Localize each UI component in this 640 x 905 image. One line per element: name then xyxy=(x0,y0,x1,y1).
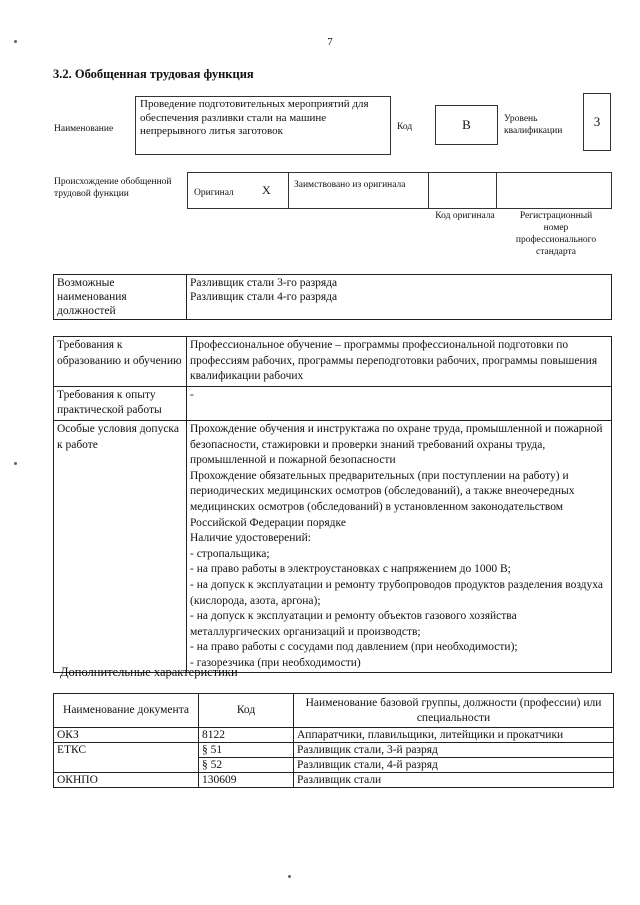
name-cell: Разливщик стали, 3-й разряд xyxy=(294,743,614,758)
origin-box xyxy=(187,172,612,209)
positions-values xyxy=(187,275,612,320)
condition-line: - на допуск к эксплуатации и ремонту трубопроводов продуктов разделения воздуха (кислорода, азота, аргона); xyxy=(190,578,603,607)
name-cell: Аппаратчики, плавильщики, литейщики и прокатчики xyxy=(294,728,614,743)
section-title: 3.2. Обобщенная трудовая функция xyxy=(53,67,254,81)
table-row xyxy=(54,420,612,673)
table-row xyxy=(54,743,614,758)
level-label: Уровень квалификации xyxy=(504,114,563,136)
condition-line: - на допуск к эксплуатации и ремонту объектов газового хозяйства металлургических организаций и производств; xyxy=(190,610,517,638)
position-item: Разливщик стали 3-го разряда xyxy=(190,277,338,289)
positions-table xyxy=(53,274,612,320)
origin-label: Происхождение обобщенной трудовой функции xyxy=(54,177,172,199)
condition-line: - на право работы с сосудами под давлением (при необходимости); xyxy=(190,641,518,654)
scan-mark xyxy=(14,462,17,465)
code-box xyxy=(435,105,498,145)
code-cell: § 51 xyxy=(199,743,294,758)
function-name-box xyxy=(135,96,391,155)
doc-cell: ЕТКС xyxy=(54,743,199,773)
code-cell: § 52 xyxy=(199,758,294,773)
condition-line: Прохождение обучения и инструктажа по охране труда, промышленной и пожарной безопасности, стажировки и проверки знаний требований охраны труда, промышленной и пожарной безопасности xyxy=(190,422,603,467)
condition-line: Наличие удостоверений: xyxy=(190,532,311,545)
scan-mark xyxy=(14,40,17,43)
borrowed-label: Заимствовано из оригинала xyxy=(294,180,406,190)
original-mark: X xyxy=(262,183,271,197)
doc-cell: ОКЗ xyxy=(54,728,199,743)
level-box xyxy=(583,93,611,151)
table-row xyxy=(54,386,612,420)
positions-label: Возможные наименования должностей xyxy=(54,275,187,320)
name-label: Наименование xyxy=(54,124,114,134)
experience-label: Требования к опыту практической работы xyxy=(54,386,187,420)
reg-number-caption: Регистрационный номер профессионального стандарта xyxy=(515,211,597,257)
name-cell: Разливщик стали xyxy=(294,773,614,788)
code-label: Код xyxy=(397,122,413,132)
header-document: Наименование документа xyxy=(54,694,199,728)
education-value: Профессиональное обучение – программы профессиональной подготовки по профессиям рабочих, программы переподготовки рабочих, программы повышения квалификации рабочих xyxy=(187,337,612,387)
additional-title: Дополнительные характеристики xyxy=(60,665,238,679)
code-cell: 130609 xyxy=(199,773,294,788)
condition-line: Прохождение обязательных предварительных (при поступлении на работу) и периодических медицинских осмотров (обследований), а также внеочередных медицинских осмотров (обследований) в установленном законодательством Российской Федерации порядке xyxy=(190,469,575,529)
code-value: В xyxy=(462,117,471,132)
table-row xyxy=(54,337,612,387)
doc-cell: ОКНПО xyxy=(54,773,199,788)
special-conditions-value xyxy=(187,420,612,673)
condition-line: - газорезчика (при необходимости) xyxy=(190,656,361,669)
condition-line: - на право работы в электроустановках с напряжением до 1000 В; xyxy=(190,563,511,576)
page-number: 7 xyxy=(327,36,333,48)
education-label: Требования к образованию и обучению xyxy=(54,337,187,387)
level-value: 3 xyxy=(593,114,601,129)
special-conditions-label: Особые условия допуска к работе xyxy=(54,420,187,673)
table-row xyxy=(54,773,614,788)
table-row xyxy=(54,728,614,743)
code-cell: 8122 xyxy=(199,728,294,743)
header-name: Наименование базовой группы, должности (профессии) или специальности xyxy=(294,694,614,728)
position-item: Разливщик стали 4-го разряда xyxy=(190,291,338,303)
original-label: Оригинал xyxy=(194,188,234,198)
header-code: Код xyxy=(199,694,294,728)
function-name: Проведение подготовительных мероприятий для обеспечения разливки стали на машине непрерывного литья заготовок xyxy=(140,98,369,137)
code-original-caption: Код оригинала xyxy=(435,211,495,221)
table-header-row xyxy=(54,694,614,728)
condition-line: - стропальщика; xyxy=(190,547,270,560)
scan-mark xyxy=(288,875,291,878)
table-row xyxy=(54,275,612,320)
experience-value: - xyxy=(187,386,612,420)
name-cell: Разливщик стали, 4-й разряд xyxy=(294,758,614,773)
requirements-table xyxy=(53,336,612,673)
additional-table xyxy=(53,693,614,788)
